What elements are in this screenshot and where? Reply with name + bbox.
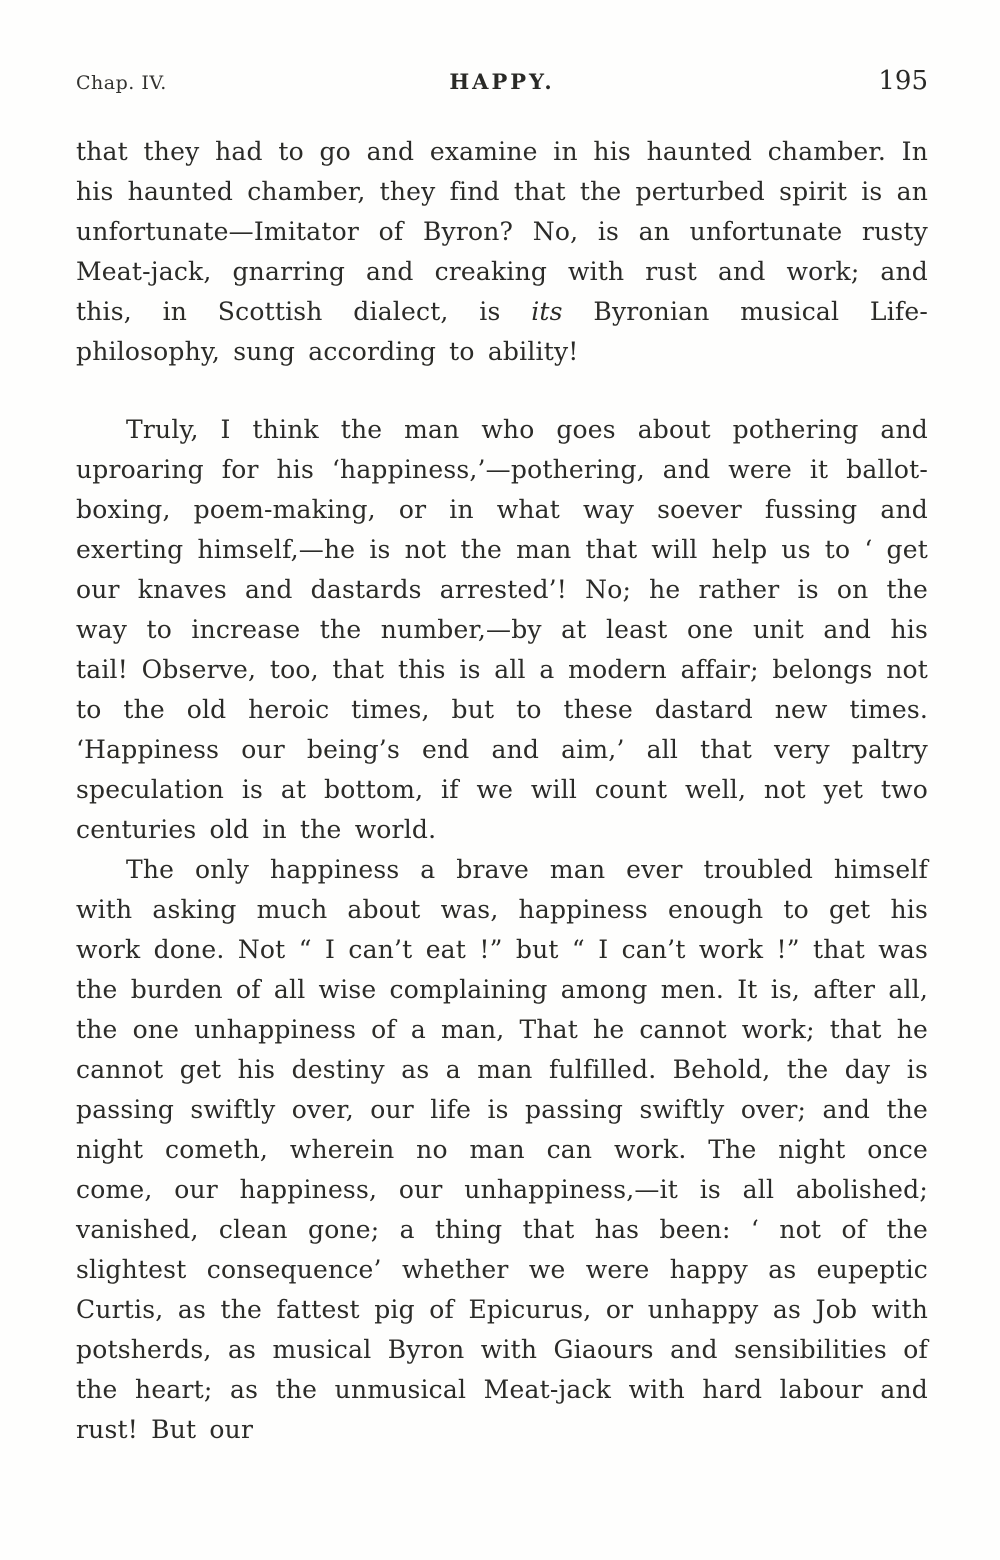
page-body <box>76 132 928 1450</box>
body-text: The only happiness a brave man ever troubled himself with asking much about was, happiness enough to get his work done. Not “ I can’t eat !” but “ I can’t work !” that was the burden of all wise complaining among men. It is, after all, the one unhappiness of a man, That he cannot work; that he cannot get his destiny as a man fulfilled. Behold, the day is passing swiftly over, our life is passing swiftly over; and the night cometh, wherein no man can work. The night once come, our happiness, our unhappiness,—it is all abolished; vanished, clean gone; a thing that has been: ‘ not of the slightest consequence’ whether we were happy as eupeptic Curtis, as the fattest pig of Epicurus, or unhappy as Job with potsherds, as musical Byron with Giaours and sensibilities of the heart; as the unmusical Meat-jack with hard labour and rust! But our <box>76 855 928 1444</box>
italic-text: its <box>531 297 563 326</box>
body-text: that they had to go and examine in his haunted chamber. In his haunted chamber, they find that the perturbed spirit is an unfortunate—Imitator of Byron? No, is an unfortunate rusty Meat-jack, gnarring and creaking with rust and work; and this, in Scottish dialect, is <box>76 137 928 326</box>
body-text: Truly, I think the man who goes about pothering and uproaring for his ‘happiness,’—pothering, and were it ballot-boxing, poem-making, or in what way soever fussing and exerting himself,—he is not the man that will help us to ‘ get our knaves and dastards arrested’! No; he rather is on the way to increase the number,—by at least one unit and his tail! Observe, too, that this is all a modern affair; belongs not to the old heroic times, but to these dastard new times. ‘Happiness our being’s end and aim,’ all that very paltry speculation is at bottom, if we will count well, not yet two centuries old in the world. <box>76 415 928 844</box>
body-text: Byronian musical Life-philosophy, sung according to ability! <box>76 297 928 366</box>
paragraph <box>76 410 928 850</box>
running-title: HAPPY. <box>449 69 555 94</box>
paragraph <box>76 132 928 372</box>
page-number: 195 <box>878 66 928 96</box>
page-header <box>76 66 928 96</box>
chapter-label: Chap. IV. <box>76 72 167 94</box>
paragraph <box>76 850 928 1450</box>
